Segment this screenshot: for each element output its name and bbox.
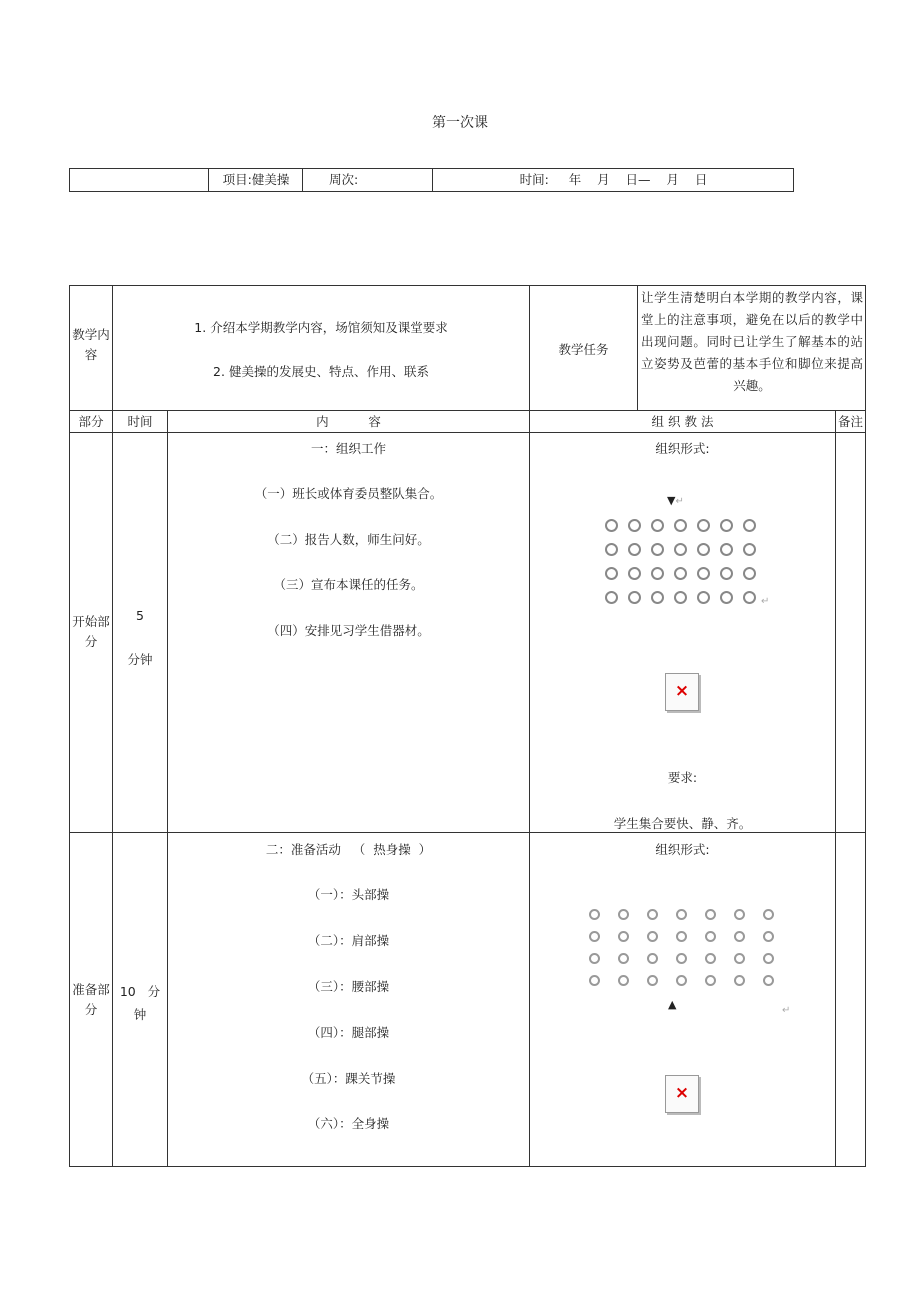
teaching-content-label: 教学内容 <box>72 327 110 362</box>
section2-org-label: 组织形式: <box>655 842 710 857</box>
col-method: 组 织 教 法 <box>651 414 714 429</box>
col-time: 时间 <box>127 414 153 429</box>
section1-item: （三）宣布本课任的任务。 <box>273 577 424 592</box>
section2-part: 准备部分 <box>72 982 110 1017</box>
header-week: 周次: <box>302 169 432 191</box>
section1-req-label: 要求: <box>667 770 698 785</box>
formation-grid <box>580 908 783 996</box>
section2-item: （四）：腿部操 <box>307 1025 390 1040</box>
return-mark-icon: ↵ <box>782 1005 791 1016</box>
section2-time-num: 10 分 <box>119 984 161 999</box>
header-time: 时间: 年 月 日— 月 日 <box>432 169 794 191</box>
col-part: 部分 <box>78 414 104 429</box>
section1-heading: 一：组织工作 <box>310 441 386 456</box>
section2-item: （二）：肩部操 <box>307 933 390 948</box>
section1-time-num: 5 <box>136 608 144 623</box>
section2-item: （一）：头部操 <box>307 887 390 902</box>
section2-item: （五）：踝关节操 <box>301 1071 396 1086</box>
section1-org-label: 组织形式: <box>655 441 710 456</box>
section1-item: （二）报告人数，师生问好。 <box>267 532 430 547</box>
section1-part: 开始部分 <box>72 614 110 649</box>
teaching-task-text: 让学生清楚明白本学期的教学内容，课堂上的注意事项，避免在以后的教学中出现问题。同时已让学生了解基本的站立姿势及芭蕾的基本手位和脚位来提高兴趣。 <box>641 290 863 393</box>
teaching-item-1: 1. 介绍本学期教学内容，场馆须知及课堂要求 <box>194 320 448 335</box>
section1-item: （一）班长或体育委员整队集合。 <box>254 486 443 501</box>
section2-heading: 二：准备活动 （ 热身操 ） <box>265 842 432 857</box>
teacher-marker-icon: ▲ <box>668 998 677 1011</box>
teaching-task-label: 教学任务 <box>558 342 609 357</box>
section1-item: （四）安排见习学生借器材。 <box>267 623 430 638</box>
col-note: 备注 <box>837 414 863 429</box>
broken-image-icon: × <box>665 673 699 711</box>
teacher-marker-icon: ▼↵ <box>667 494 684 507</box>
section1-req-text: 学生集合要快、静、齐。 <box>613 816 752 831</box>
formation-grid: ↵ <box>600 519 769 615</box>
header-table <box>69 168 794 192</box>
section2-item: （六）：全身操 <box>307 1116 390 1131</box>
col-content: 内 容 <box>316 414 381 429</box>
section2-item: （三）：腰部操 <box>307 979 390 994</box>
page-title: 第一次课 <box>432 115 488 131</box>
teaching-item-2: 2. 健美操的发展史、特点、作用、联系 <box>213 364 429 379</box>
broken-image-icon: × <box>665 1075 699 1113</box>
header-project: 项目:健美操 <box>208 169 303 191</box>
section2-time-unit: 钟 <box>133 1007 147 1022</box>
section1-time-unit: 分钟 <box>127 652 153 667</box>
